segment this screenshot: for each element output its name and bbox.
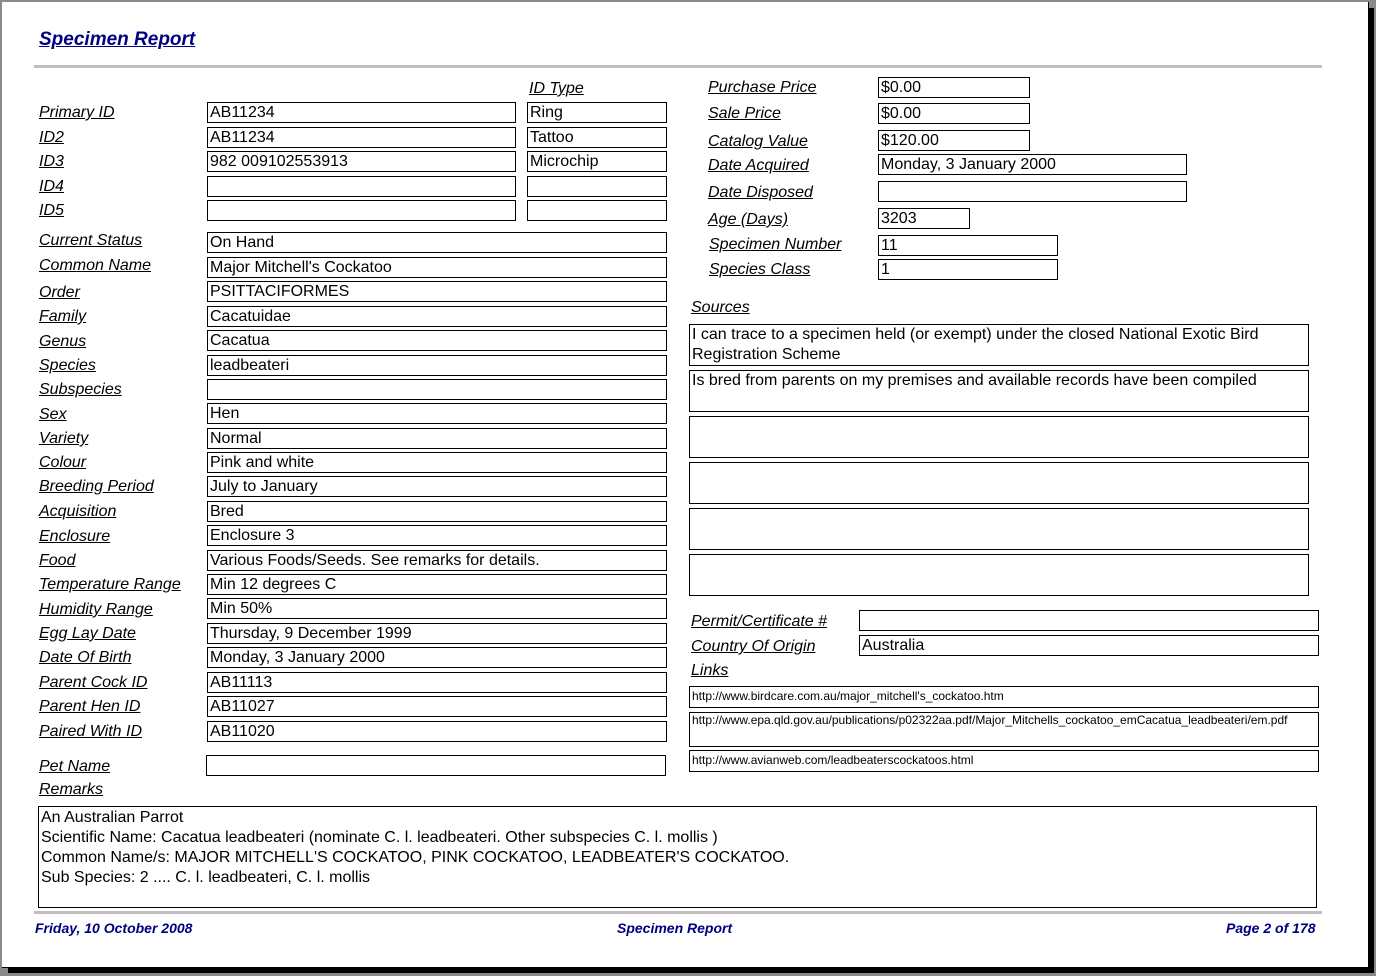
footer-date: Friday, 10 October 2008 <box>35 920 193 936</box>
header-rule <box>34 65 1322 68</box>
field-label: Date Of Birth <box>39 649 132 666</box>
age-days-label: Age (Days) <box>708 211 789 228</box>
footer-page-number: Page 2 of 178 <box>1226 920 1316 936</box>
age-days-value: 3203 <box>878 208 970 229</box>
field-value: Enclosure 3 <box>207 525 667 546</box>
id4-value <box>207 176 516 197</box>
id3-label: ID3 <box>39 153 64 170</box>
field-label: Breeding Period <box>39 478 154 495</box>
field-value: Bred <box>207 501 667 522</box>
link-entry[interactable]: http://www.birdcare.com.au/major_mitchell's_cockatoo.htm <box>689 686 1319 708</box>
date-acquired-label: Date Acquired <box>708 157 809 174</box>
link-entry[interactable]: http://www.avianweb.com/leadbeaterscockatoos.html <box>689 750 1319 772</box>
catalog-value-label: Catalog Value <box>708 133 808 150</box>
sale-price-value: $0.00 <box>878 103 1030 124</box>
field-value: leadbeateri <box>207 355 667 376</box>
specimen-number-value: 11 <box>878 235 1058 256</box>
field-label: Subspecies <box>39 381 122 398</box>
date-acquired-value: Monday, 3 January 2000 <box>878 154 1187 175</box>
field-label: Acquisition <box>39 503 117 520</box>
field-value: PSITTACIFORMES <box>207 281 667 302</box>
id5-type <box>527 200 667 221</box>
id5-value <box>207 200 516 221</box>
field-label: Current Status <box>39 232 143 249</box>
field-label: Variety <box>39 430 89 447</box>
permit-label: Permit/Certificate # <box>691 613 828 630</box>
pet-name-label: Pet Name <box>39 758 111 775</box>
report-page <box>2 2 1369 968</box>
id-type-header: ID Type <box>529 80 584 97</box>
page-shadow-right <box>1369 8 1374 972</box>
field-value: Various Foods/Seeds. See remarks for details. <box>207 550 667 571</box>
field-label: Egg Lay Date <box>39 625 136 642</box>
id4-label: ID4 <box>39 178 64 195</box>
field-label: Temperature Range <box>39 576 181 593</box>
field-label: Paired With ID <box>39 723 142 740</box>
field-value: Min 50% <box>207 598 667 619</box>
sources-label: Sources <box>691 299 750 316</box>
field-label: Parent Hen ID <box>39 698 141 715</box>
field-value: Hen <box>207 403 667 424</box>
id3-value: 982 009102553913 <box>207 151 516 172</box>
purchase-price-value: $0.00 <box>878 77 1030 98</box>
sale-price-label: Sale Price <box>708 105 781 122</box>
field-value: Thursday, 9 December 1999 <box>207 623 667 644</box>
primary-id-type: Ring <box>527 102 667 123</box>
field-value: AB11113 <box>207 672 667 693</box>
field-label: Enclosure <box>39 528 111 545</box>
primary-id-label: Primary ID <box>39 104 115 121</box>
pet-name-value <box>206 755 666 776</box>
specimen-number-label: Specimen Number <box>709 236 842 253</box>
link-entry[interactable]: http://www.epa.qld.gov.au/publications/p02322aa.pdf/Major_Mitchells_cockatoo_emCacatua_leadbeateri/em.pdf <box>689 712 1319 747</box>
catalog-value-value: $120.00 <box>878 130 1030 151</box>
source-entry: Is bred from parents on my premises and available records have been compiled <box>689 370 1309 412</box>
country-value: Australia <box>859 635 1319 656</box>
field-value: On Hand <box>207 232 667 253</box>
field-label: Order <box>39 284 80 301</box>
source-entry <box>689 462 1309 504</box>
field-value <box>207 379 667 400</box>
links-label: Links <box>691 662 729 679</box>
remarks-line: Scientific Name: Cacatua leadbeateri (nominate C. l. leadbeateri. Other subspecies C. l. mollis ) <box>41 829 718 846</box>
source-entry: I can trace to a specimen held (or exempt) under the closed National Exotic Bird Registration Scheme <box>689 324 1309 366</box>
field-label: Genus <box>39 333 87 350</box>
field-value: Normal <box>207 428 667 449</box>
remarks-label: Remarks <box>39 781 104 798</box>
field-value: AB11027 <box>207 696 667 717</box>
field-value: Major Mitchell's Cockatoo <box>207 257 667 278</box>
date-disposed-label: Date Disposed <box>708 184 813 201</box>
remarks-line: Common Name/s: MAJOR MITCHELL'S COCKATOO, PINK COCKATOO, LEADBEATER'S COCKATOO. <box>41 849 790 866</box>
id4-type <box>527 176 667 197</box>
source-entry <box>689 554 1309 596</box>
field-label: Colour <box>39 454 87 471</box>
source-entry <box>689 416 1309 458</box>
field-value: July to January <box>207 476 667 497</box>
species-class-label: Species Class <box>709 261 811 278</box>
field-label: Species <box>39 357 96 374</box>
field-value: AB11020 <box>207 721 667 742</box>
date-disposed-value <box>878 181 1187 202</box>
field-value: Monday, 3 January 2000 <box>207 647 667 668</box>
field-value: Cacatua <box>207 330 667 351</box>
id2-value: AB11234 <box>207 127 516 148</box>
primary-id-value: AB11234 <box>207 102 516 123</box>
page-shadow-bottom <box>8 968 1374 973</box>
field-value: Cacatuidae <box>207 306 667 327</box>
footer-title: Specimen Report <box>617 920 733 936</box>
id2-type: Tattoo <box>527 127 667 148</box>
id5-label: ID5 <box>39 202 64 219</box>
purchase-price-label: Purchase Price <box>708 79 817 96</box>
field-label: Humidity Range <box>39 601 153 618</box>
field-label: Common Name <box>39 257 152 274</box>
field-label: Parent Cock ID <box>39 674 148 691</box>
report-title: Specimen Report <box>39 29 196 50</box>
country-label: Country Of Origin <box>691 638 816 655</box>
field-label: Sex <box>39 406 67 423</box>
remarks-box <box>38 806 1317 908</box>
remarks-line: An Australian Parrot <box>41 809 184 826</box>
id3-type: Microchip <box>527 151 667 172</box>
species-class-value: 1 <box>878 259 1058 280</box>
field-label: Food <box>39 552 76 569</box>
field-value: Pink and white <box>207 452 667 473</box>
id2-label: ID2 <box>39 129 64 146</box>
source-entry <box>689 508 1309 550</box>
footer-rule <box>34 911 1322 914</box>
field-value: Min 12 degrees C <box>207 574 667 595</box>
remarks-line: Sub Species: 2 .... C. l. leadbeateri, C. l. mollis <box>41 869 371 886</box>
field-label: Family <box>39 308 87 325</box>
permit-value <box>859 610 1319 631</box>
